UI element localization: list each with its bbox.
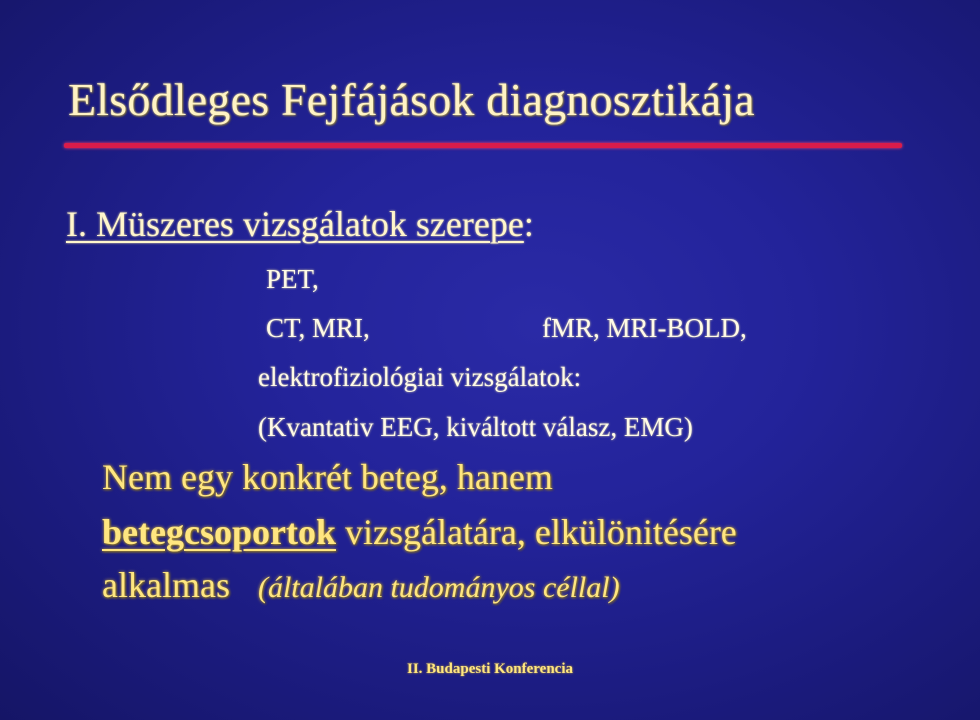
- statement-line-2: [102, 510, 737, 554]
- section-heading-colon: :: [523, 204, 534, 244]
- section-heading: [66, 202, 534, 246]
- slide-title: Elsődleges Fejfájások diagnosztikája: [68, 74, 755, 125]
- slide-footer: II. Budapesti Konferencia: [407, 661, 573, 677]
- statement-note: (általában tudományos céllal): [257, 571, 620, 604]
- statement-line-2-rest: vizsgálatára, elkülönitésére: [335, 512, 737, 552]
- statement-line-3-text: alkalmas: [102, 565, 230, 605]
- list-item-electrophysiology-detail: (Kvantativ EEG, kiváltott válasz, EMG): [258, 412, 693, 442]
- list-item-fmr: fMR, MRI-BOLD,: [542, 313, 747, 343]
- section-heading-text: I. Müszeres vizsgálatok szerepe: [66, 204, 524, 244]
- list-item-pet: PET,: [266, 264, 319, 294]
- statement-line-1: Nem egy konkrét beteg, hanem: [102, 457, 553, 497]
- list-item-electrophysiology: elektrofiziológiai vizsgálatok:: [258, 362, 582, 392]
- statement-highlight: betegcsoportok: [102, 512, 336, 552]
- title-divider: [64, 143, 902, 148]
- statement-line-3: [102, 563, 620, 610]
- list-item-ct-mri: CT, MRI,: [266, 313, 370, 343]
